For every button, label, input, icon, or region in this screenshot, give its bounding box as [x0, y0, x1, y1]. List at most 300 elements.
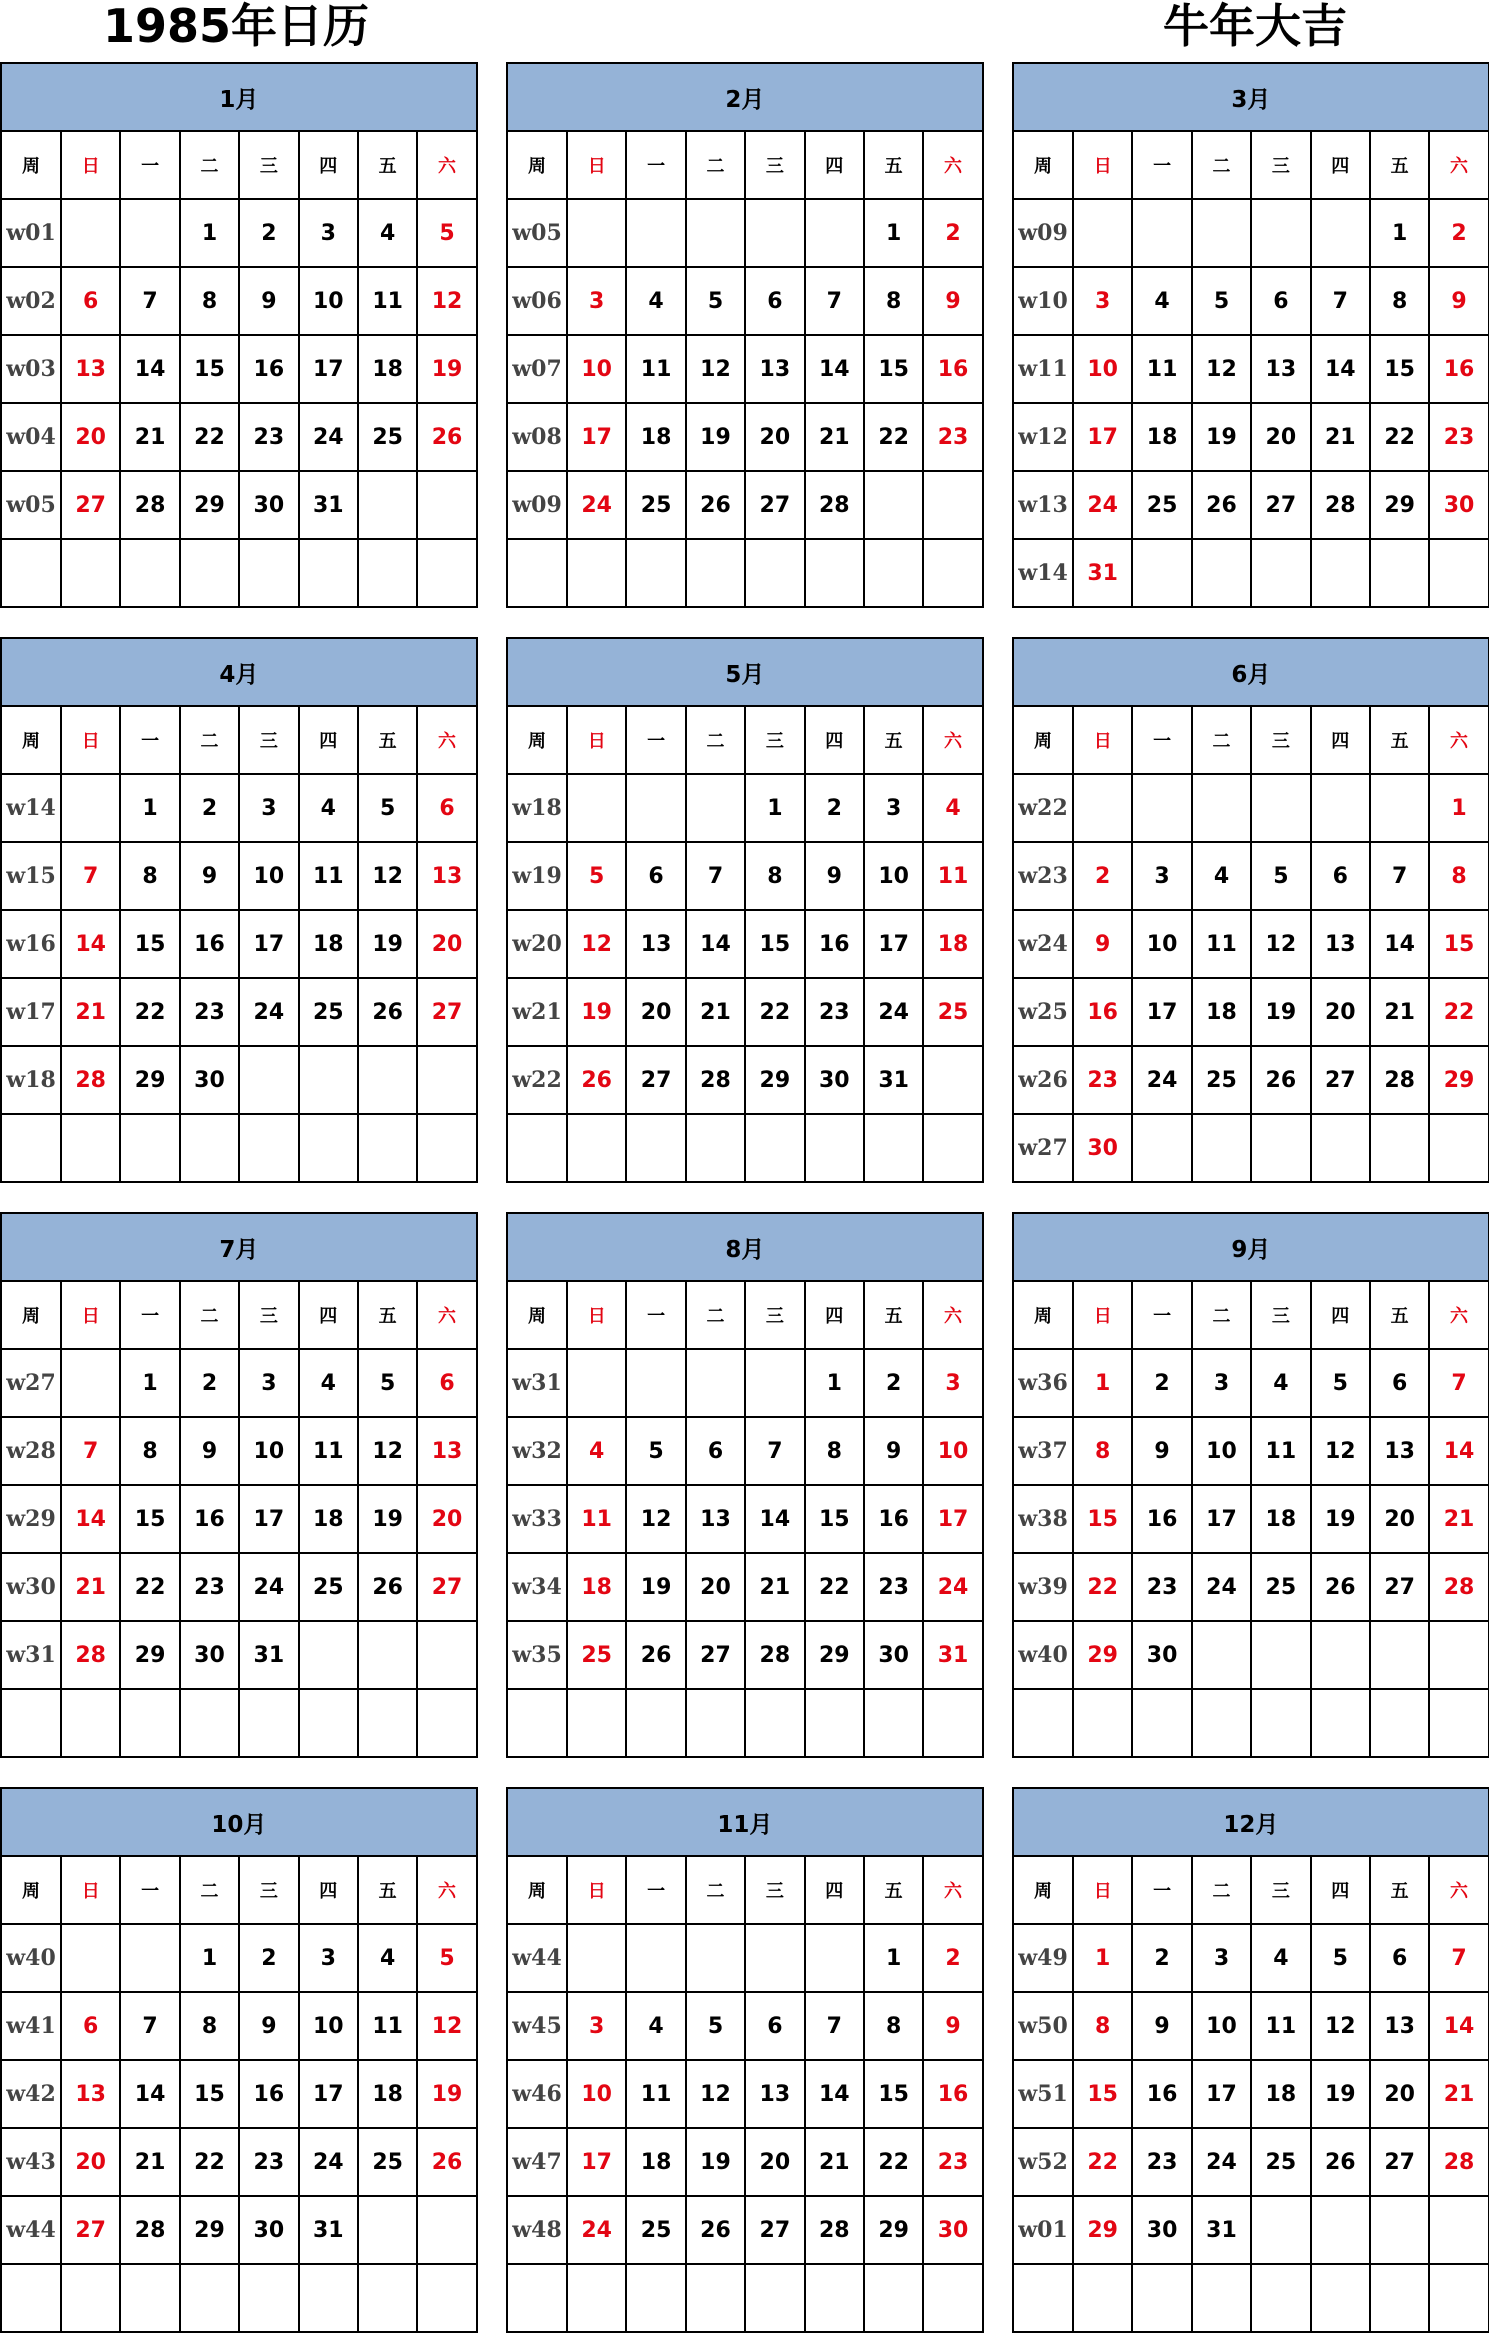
day-cell: 28 [1429, 2128, 1488, 2196]
week-column-header: 周 [507, 1856, 567, 1924]
week-row [507, 842, 983, 910]
day-cell: 14 [686, 910, 745, 978]
day-cell: 28 [1370, 1046, 1429, 1114]
month-name: 12月 [1013, 1788, 1489, 1856]
day-cell: 27 [1311, 1046, 1370, 1114]
week-number: w09 [1013, 199, 1073, 267]
day-cell: 4 [567, 1417, 626, 1485]
day-cell: 18 [299, 910, 358, 978]
day-cell: 28 [745, 1621, 804, 1689]
week-row [507, 1553, 983, 1621]
day-cell: 24 [923, 1553, 982, 1621]
week-number: w01 [1013, 2196, 1073, 2264]
week-number: w51 [1013, 2060, 1073, 2128]
day-cell: 1 [864, 199, 923, 267]
day-cell: 22 [864, 2128, 923, 2196]
day-cell: 29 [180, 471, 239, 539]
day-cell: 12 [626, 1485, 685, 1553]
day-cell: 8 [1073, 1417, 1132, 1485]
weekday-header: 六 [417, 131, 476, 199]
weekday-header: 二 [180, 706, 239, 774]
day-cell: 5 [1311, 1924, 1370, 1992]
week-row [507, 1114, 983, 1182]
day-cell: 23 [923, 2128, 982, 2196]
week-row [1013, 267, 1489, 335]
day-cell: 17 [1192, 1485, 1251, 1553]
week-row [1, 1992, 477, 2060]
day-cell: 14 [805, 2060, 864, 2128]
week-number: w40 [1013, 1621, 1073, 1689]
day-cell: 22 [745, 978, 804, 1046]
week-number: w40 [1, 1924, 61, 1992]
month-table [506, 637, 984, 1183]
weekday-header: 三 [1251, 131, 1310, 199]
month-calendar [1012, 62, 1488, 608]
week-number [1, 2264, 61, 2332]
day-cell: 1 [120, 774, 179, 842]
day-cell: 25 [1251, 1553, 1310, 1621]
day-cell: 26 [1251, 1046, 1310, 1114]
day-cell: 3 [239, 774, 298, 842]
day-cell [180, 1114, 239, 1182]
day-cell: 4 [1192, 842, 1251, 910]
day-cell [626, 2264, 685, 2332]
day-cell: 29 [1073, 1621, 1132, 1689]
week-row [507, 1689, 983, 1757]
day-cell: 12 [417, 267, 476, 335]
day-cell: 8 [1429, 842, 1488, 910]
week-number: w11 [1013, 335, 1073, 403]
week-column-header: 周 [507, 1281, 567, 1349]
month-calendar [0, 1787, 476, 2333]
day-cell: 11 [1251, 1992, 1310, 2060]
day-cell: 8 [180, 267, 239, 335]
day-cell: 4 [299, 774, 358, 842]
day-cell [686, 1114, 745, 1182]
day-cell: 10 [1073, 335, 1132, 403]
day-cell: 3 [567, 1992, 626, 2060]
day-cell: 15 [745, 910, 804, 978]
day-cell: 7 [61, 1417, 120, 1485]
month-table [1012, 1787, 1489, 2333]
day-cell [417, 1046, 476, 1114]
day-cell: 1 [805, 1349, 864, 1417]
day-cell [686, 539, 745, 607]
week-row [1, 403, 477, 471]
day-cell [417, 1114, 476, 1182]
day-cell [805, 1924, 864, 1992]
day-cell [120, 1924, 179, 1992]
day-cell: 29 [745, 1046, 804, 1114]
week-number: w27 [1, 1349, 61, 1417]
week-row [507, 774, 983, 842]
day-cell: 9 [180, 842, 239, 910]
day-cell [923, 471, 982, 539]
day-cell [299, 539, 358, 607]
day-cell: 21 [1429, 1485, 1488, 1553]
weekday-header: 二 [1192, 706, 1251, 774]
week-number: w18 [507, 774, 567, 842]
week-column-header: 周 [1013, 706, 1073, 774]
day-cell: 13 [61, 335, 120, 403]
week-number: w22 [507, 1046, 567, 1114]
day-cell [239, 1689, 298, 1757]
weekday-header: 一 [1132, 706, 1191, 774]
week-number: w38 [1013, 1485, 1073, 1553]
day-cell: 14 [120, 335, 179, 403]
day-cell: 19 [358, 910, 417, 978]
week-number: w29 [1, 1485, 61, 1553]
day-cell [358, 2264, 417, 2332]
week-column-header: 周 [1, 706, 61, 774]
weekday-header: 六 [923, 131, 982, 199]
week-number: w04 [1, 403, 61, 471]
week-number: w33 [507, 1485, 567, 1553]
day-cell: 4 [358, 1924, 417, 1992]
week-column-header: 周 [1013, 1281, 1073, 1349]
day-cell [1429, 1621, 1488, 1689]
weekday-header: 四 [299, 706, 358, 774]
day-cell: 31 [1192, 2196, 1251, 2264]
day-cell: 27 [745, 471, 804, 539]
weekday-header: 日 [567, 131, 626, 199]
day-cell: 20 [61, 403, 120, 471]
day-cell: 26 [417, 2128, 476, 2196]
day-cell [923, 539, 982, 607]
day-cell: 11 [1192, 910, 1251, 978]
day-cell: 18 [1132, 403, 1191, 471]
weekday-header: 三 [1251, 706, 1310, 774]
day-cell [864, 2264, 923, 2332]
day-cell: 17 [1132, 978, 1191, 1046]
day-cell: 3 [299, 1924, 358, 1992]
month-table [1012, 637, 1489, 1183]
day-cell [1429, 2264, 1488, 2332]
day-cell [1073, 774, 1132, 842]
day-cell: 30 [180, 1046, 239, 1114]
day-cell: 19 [417, 2060, 476, 2128]
day-cell: 10 [1192, 1992, 1251, 2060]
day-cell: 14 [745, 1485, 804, 1553]
day-cell: 13 [745, 335, 804, 403]
month-name: 8月 [507, 1213, 983, 1281]
day-cell: 6 [1370, 1349, 1429, 1417]
day-cell [864, 1114, 923, 1182]
day-cell: 15 [180, 335, 239, 403]
week-row [1, 978, 477, 1046]
day-cell: 17 [299, 335, 358, 403]
week-row [1013, 1992, 1489, 2060]
day-cell [1370, 1621, 1429, 1689]
day-cell: 20 [417, 910, 476, 978]
day-cell: 3 [1192, 1349, 1251, 1417]
month-name: 5月 [507, 638, 983, 706]
day-cell: 29 [180, 2196, 239, 2264]
week-row [1, 2264, 477, 2332]
day-cell: 11 [358, 267, 417, 335]
day-cell [567, 1924, 626, 1992]
day-cell [567, 1349, 626, 1417]
day-cell: 22 [1073, 1553, 1132, 1621]
day-cell: 9 [864, 1417, 923, 1485]
week-number: w36 [1013, 1349, 1073, 1417]
day-cell: 16 [239, 2060, 298, 2128]
weekday-header: 六 [923, 706, 982, 774]
day-cell: 3 [567, 267, 626, 335]
day-cell: 1 [1073, 1349, 1132, 1417]
week-row [507, 2128, 983, 2196]
week-column-header: 周 [1, 131, 61, 199]
week-number: w25 [1013, 978, 1073, 1046]
day-cell [745, 2264, 804, 2332]
day-cell: 29 [1370, 471, 1429, 539]
week-number: w02 [1, 267, 61, 335]
day-cell: 13 [61, 2060, 120, 2128]
week-row [507, 1924, 983, 1992]
day-cell: 29 [864, 2196, 923, 2264]
day-cell: 27 [745, 2196, 804, 2264]
week-row [1013, 1689, 1489, 1757]
weekday-header: 一 [626, 1281, 685, 1349]
day-cell: 23 [1429, 403, 1488, 471]
day-cell: 16 [239, 335, 298, 403]
weekday-header: 三 [745, 1281, 804, 1349]
day-cell: 4 [626, 267, 685, 335]
day-cell [923, 2264, 982, 2332]
week-row [507, 1621, 983, 1689]
day-cell [1192, 539, 1251, 607]
day-cell: 23 [805, 978, 864, 1046]
day-cell: 20 [626, 978, 685, 1046]
day-cell: 25 [1132, 471, 1191, 539]
day-cell [626, 1114, 685, 1182]
day-cell: 13 [626, 910, 685, 978]
week-number: w41 [1, 1992, 61, 2060]
day-cell: 24 [567, 2196, 626, 2264]
day-cell: 15 [1370, 335, 1429, 403]
day-cell: 11 [626, 2060, 685, 2128]
day-cell: 29 [1073, 2196, 1132, 2264]
week-row [1, 910, 477, 978]
weekday-header: 三 [239, 706, 298, 774]
day-cell: 6 [1370, 1924, 1429, 1992]
month-calendar [1012, 1787, 1488, 2333]
day-cell [805, 1689, 864, 1757]
day-cell: 27 [686, 1621, 745, 1689]
weekday-header: 五 [864, 1856, 923, 1924]
day-cell [864, 1689, 923, 1757]
day-cell: 26 [1192, 471, 1251, 539]
day-cell: 5 [417, 199, 476, 267]
day-cell: 19 [358, 1485, 417, 1553]
month-name: 11月 [507, 1788, 983, 1856]
weekday-header: 一 [1132, 131, 1191, 199]
week-row [1013, 403, 1489, 471]
day-cell: 16 [864, 1485, 923, 1553]
day-cell [686, 1924, 745, 1992]
week-row [1, 2196, 477, 2264]
day-cell [1429, 2196, 1488, 2264]
day-cell: 25 [923, 978, 982, 1046]
day-cell: 13 [417, 1417, 476, 1485]
day-cell: 15 [805, 1485, 864, 1553]
day-cell [567, 1689, 626, 1757]
day-cell: 17 [299, 2060, 358, 2128]
day-cell: 9 [1132, 1417, 1191, 1485]
weekday-header: 日 [567, 706, 626, 774]
day-cell: 2 [923, 1924, 982, 1992]
day-cell: 9 [923, 1992, 982, 2060]
day-cell [1251, 2196, 1310, 2264]
day-cell [358, 1689, 417, 1757]
day-cell: 14 [120, 2060, 179, 2128]
day-cell: 19 [567, 978, 626, 1046]
day-cell: 23 [923, 403, 982, 471]
day-cell [805, 1114, 864, 1182]
week-number: w30 [1, 1553, 61, 1621]
week-row [1, 2060, 477, 2128]
day-cell [626, 199, 685, 267]
day-cell [1192, 199, 1251, 267]
day-cell: 22 [864, 403, 923, 471]
day-cell: 28 [120, 2196, 179, 2264]
day-cell [1251, 1114, 1310, 1182]
day-cell: 1 [180, 199, 239, 267]
day-cell [61, 1689, 120, 1757]
day-cell: 25 [358, 2128, 417, 2196]
day-cell: 6 [417, 1349, 476, 1417]
day-cell: 16 [923, 2060, 982, 2128]
day-cell [239, 1114, 298, 1182]
weekday-header: 六 [923, 1281, 982, 1349]
day-cell [1192, 1114, 1251, 1182]
day-cell: 20 [686, 1553, 745, 1621]
day-cell: 21 [745, 1553, 804, 1621]
day-cell: 20 [745, 2128, 804, 2196]
day-cell: 4 [299, 1349, 358, 1417]
weekday-header: 四 [805, 706, 864, 774]
day-cell: 8 [1370, 267, 1429, 335]
weekday-header: 四 [1311, 706, 1370, 774]
day-cell: 7 [745, 1417, 804, 1485]
day-cell: 6 [61, 267, 120, 335]
weekday-header: 一 [1132, 1281, 1191, 1349]
day-cell [358, 471, 417, 539]
weekday-header: 三 [745, 1856, 804, 1924]
weekday-header: 四 [805, 1856, 864, 1924]
day-cell: 25 [626, 471, 685, 539]
week-row [1013, 539, 1489, 607]
day-cell: 6 [1251, 267, 1310, 335]
day-cell [1370, 2264, 1429, 2332]
day-cell: 31 [923, 1621, 982, 1689]
day-cell: 29 [1429, 1046, 1488, 1114]
day-cell: 22 [1429, 978, 1488, 1046]
day-cell [1311, 2196, 1370, 2264]
week-number [507, 1114, 567, 1182]
week-number: w08 [507, 403, 567, 471]
week-number: w49 [1013, 1924, 1073, 1992]
day-cell: 27 [61, 471, 120, 539]
day-cell [567, 199, 626, 267]
day-cell: 15 [864, 2060, 923, 2128]
week-row [1, 1924, 477, 1992]
weekday-header: 六 [417, 1856, 476, 1924]
week-column-header: 周 [1013, 1856, 1073, 1924]
day-cell: 25 [1251, 2128, 1310, 2196]
day-cell: 17 [1192, 2060, 1251, 2128]
week-column-header: 周 [1, 1856, 61, 1924]
day-cell: 14 [1429, 1417, 1488, 1485]
week-row [1, 1417, 477, 1485]
day-cell: 2 [864, 1349, 923, 1417]
day-cell: 7 [1429, 1349, 1488, 1417]
day-cell: 21 [61, 1553, 120, 1621]
day-cell [358, 1621, 417, 1689]
week-row [1013, 471, 1489, 539]
weekday-header: 二 [686, 706, 745, 774]
day-cell: 17 [239, 1485, 298, 1553]
day-cell: 28 [120, 471, 179, 539]
week-row [1, 1689, 477, 1757]
day-cell: 5 [1192, 267, 1251, 335]
day-cell: 19 [1311, 2060, 1370, 2128]
day-cell: 10 [299, 1992, 358, 2060]
weekday-header: 五 [358, 1856, 417, 1924]
day-cell: 7 [805, 1992, 864, 2060]
day-cell: 30 [805, 1046, 864, 1114]
day-cell: 30 [180, 1621, 239, 1689]
day-cell [1251, 199, 1310, 267]
day-cell [686, 199, 745, 267]
day-cell: 5 [686, 267, 745, 335]
month-name: 6月 [1013, 638, 1489, 706]
day-cell [417, 539, 476, 607]
day-cell: 11 [567, 1485, 626, 1553]
day-cell: 27 [1370, 2128, 1429, 2196]
day-cell: 9 [239, 1992, 298, 2060]
day-cell [1370, 539, 1429, 607]
day-cell: 27 [61, 2196, 120, 2264]
day-cell: 8 [120, 842, 179, 910]
week-number [507, 1689, 567, 1757]
day-cell: 2 [923, 199, 982, 267]
day-cell: 26 [567, 1046, 626, 1114]
day-cell [299, 1114, 358, 1182]
day-cell: 23 [864, 1553, 923, 1621]
day-cell: 18 [299, 1485, 358, 1553]
weekday-header: 四 [1311, 1281, 1370, 1349]
weekday-header: 五 [358, 706, 417, 774]
week-row [507, 1349, 983, 1417]
week-column-header: 周 [1, 1281, 61, 1349]
day-cell [923, 1046, 982, 1114]
week-number [1, 539, 61, 607]
day-cell: 28 [805, 471, 864, 539]
weekday-header: 日 [1073, 1281, 1132, 1349]
weekday-header: 五 [864, 131, 923, 199]
week-number: w18 [1, 1046, 61, 1114]
day-cell: 7 [120, 1992, 179, 2060]
day-cell: 2 [1132, 1349, 1191, 1417]
day-cell: 27 [417, 1553, 476, 1621]
day-cell: 12 [1192, 335, 1251, 403]
day-cell: 1 [745, 774, 804, 842]
greeting-title: 牛年大吉 [1163, 0, 1347, 53]
day-cell: 26 [358, 978, 417, 1046]
day-cell [120, 1689, 179, 1757]
week-row [1, 1621, 477, 1689]
